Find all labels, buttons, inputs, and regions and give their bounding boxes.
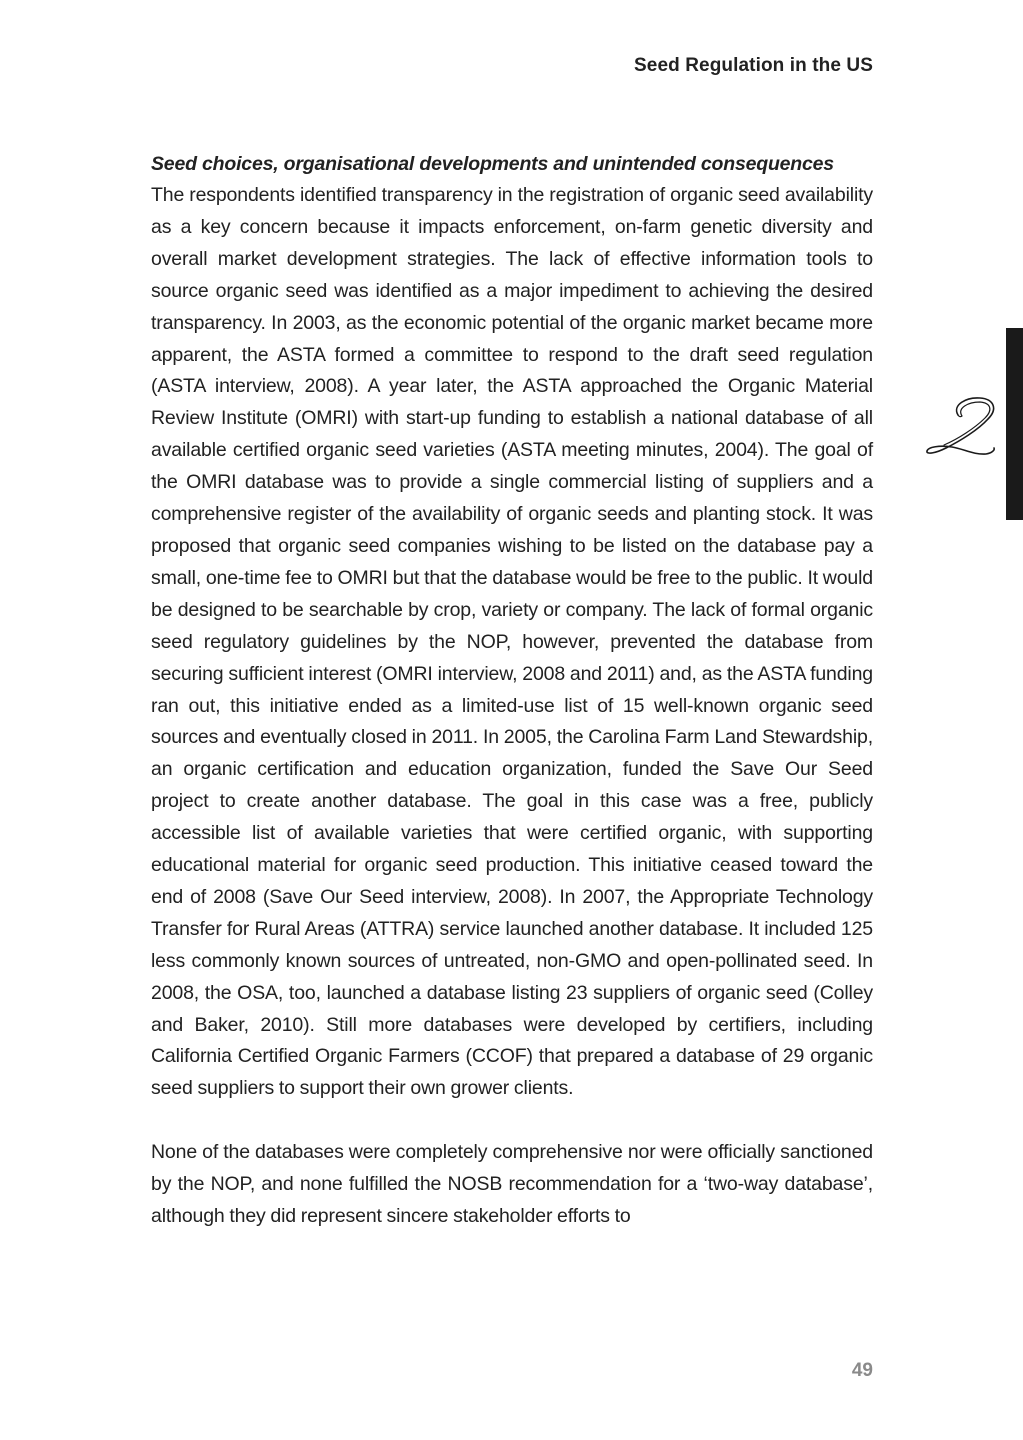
main-content	[151, 148, 873, 1233]
section-heading: Seed choices, organisational developments and unintended consequences	[151, 153, 834, 175]
chapter-number-glyph	[922, 393, 1002, 459]
running-header-title: Seed Regulation in the US	[634, 55, 873, 76]
body-paragraph-2: None of the databases were completely comprehensive nor were officially sanctioned by the NOP, and none fulfilled the NOSB recommendation for a ‘two-way database’, although they did represent sincere stakeholder efforts to	[151, 1141, 873, 1228]
chapter-2-icon	[922, 393, 1002, 459]
page-number: 49	[851, 1360, 873, 1381]
chapter-tab-bar	[1006, 328, 1023, 520]
body-paragraph-1: The respondents identified transparency in the registration of organic seed availability as a key concern because it impacts enforcement, on-farm genetic diversity and overall market development strategies. The lack of effective information tools to source organic seed was identified as a major impediment to achieving the desired transparency. In 2003, as the economic potential of the organic market became more apparent, the ASTA formed a committee to respond to the draft seed regulation (ASTA interview, 2008). A year later, the ASTA approached the Organic Material Review Institute (OMRI) with start-up funding to establish a national database of all available certified organic seed varieties (ASTA meeting minutes, 2004). The goal of the OMRI database was to provide a single commercial listing of suppliers and a comprehensive register of the availability of organic seeds and planting stock. It was proposed that organic seed companies wishing to be listed on the database pay a small, one-time fee to OMRI but that the database would be free to the public. It would be designed to be searchable by crop, variety or company. The lack of formal organic seed regulatory guidelines by the NOP, however, prevented the database from securing sufficient interest (OMRI interview, 2008 and 2011) and, as the ASTA funding ran out, this initiative ended as a limited-use list of 15 well-known organic seed sources and eventually closed in 2011. In 2005, the Carolina Farm Land Stewardship, an organic certification and education organization, funded the Save Our Seed project to create another database. The goal in this case was a free, publicly accessible list of available varieties that were certified organic, with supporting educational material for organic seed production. This initiative ceased toward the end of 2008 (Save Our Seed interview, 2008). In 2007, the Appropriate Technology Transfer for Rural Areas (ATTRA) service launched another database. It included 125 less commonly known sources of untreated, non-GMO and open-pollinated seed. In 2008, the OSA, too, launched a database listing 23 suppliers of organic seed (Colley and Baker, 2010). Still more databases were developed by certifiers, including California Certified Organic Farmers (CCOF) that prepared a database of 29 organic seed suppliers to support their own grower clients.	[151, 184, 873, 1100]
